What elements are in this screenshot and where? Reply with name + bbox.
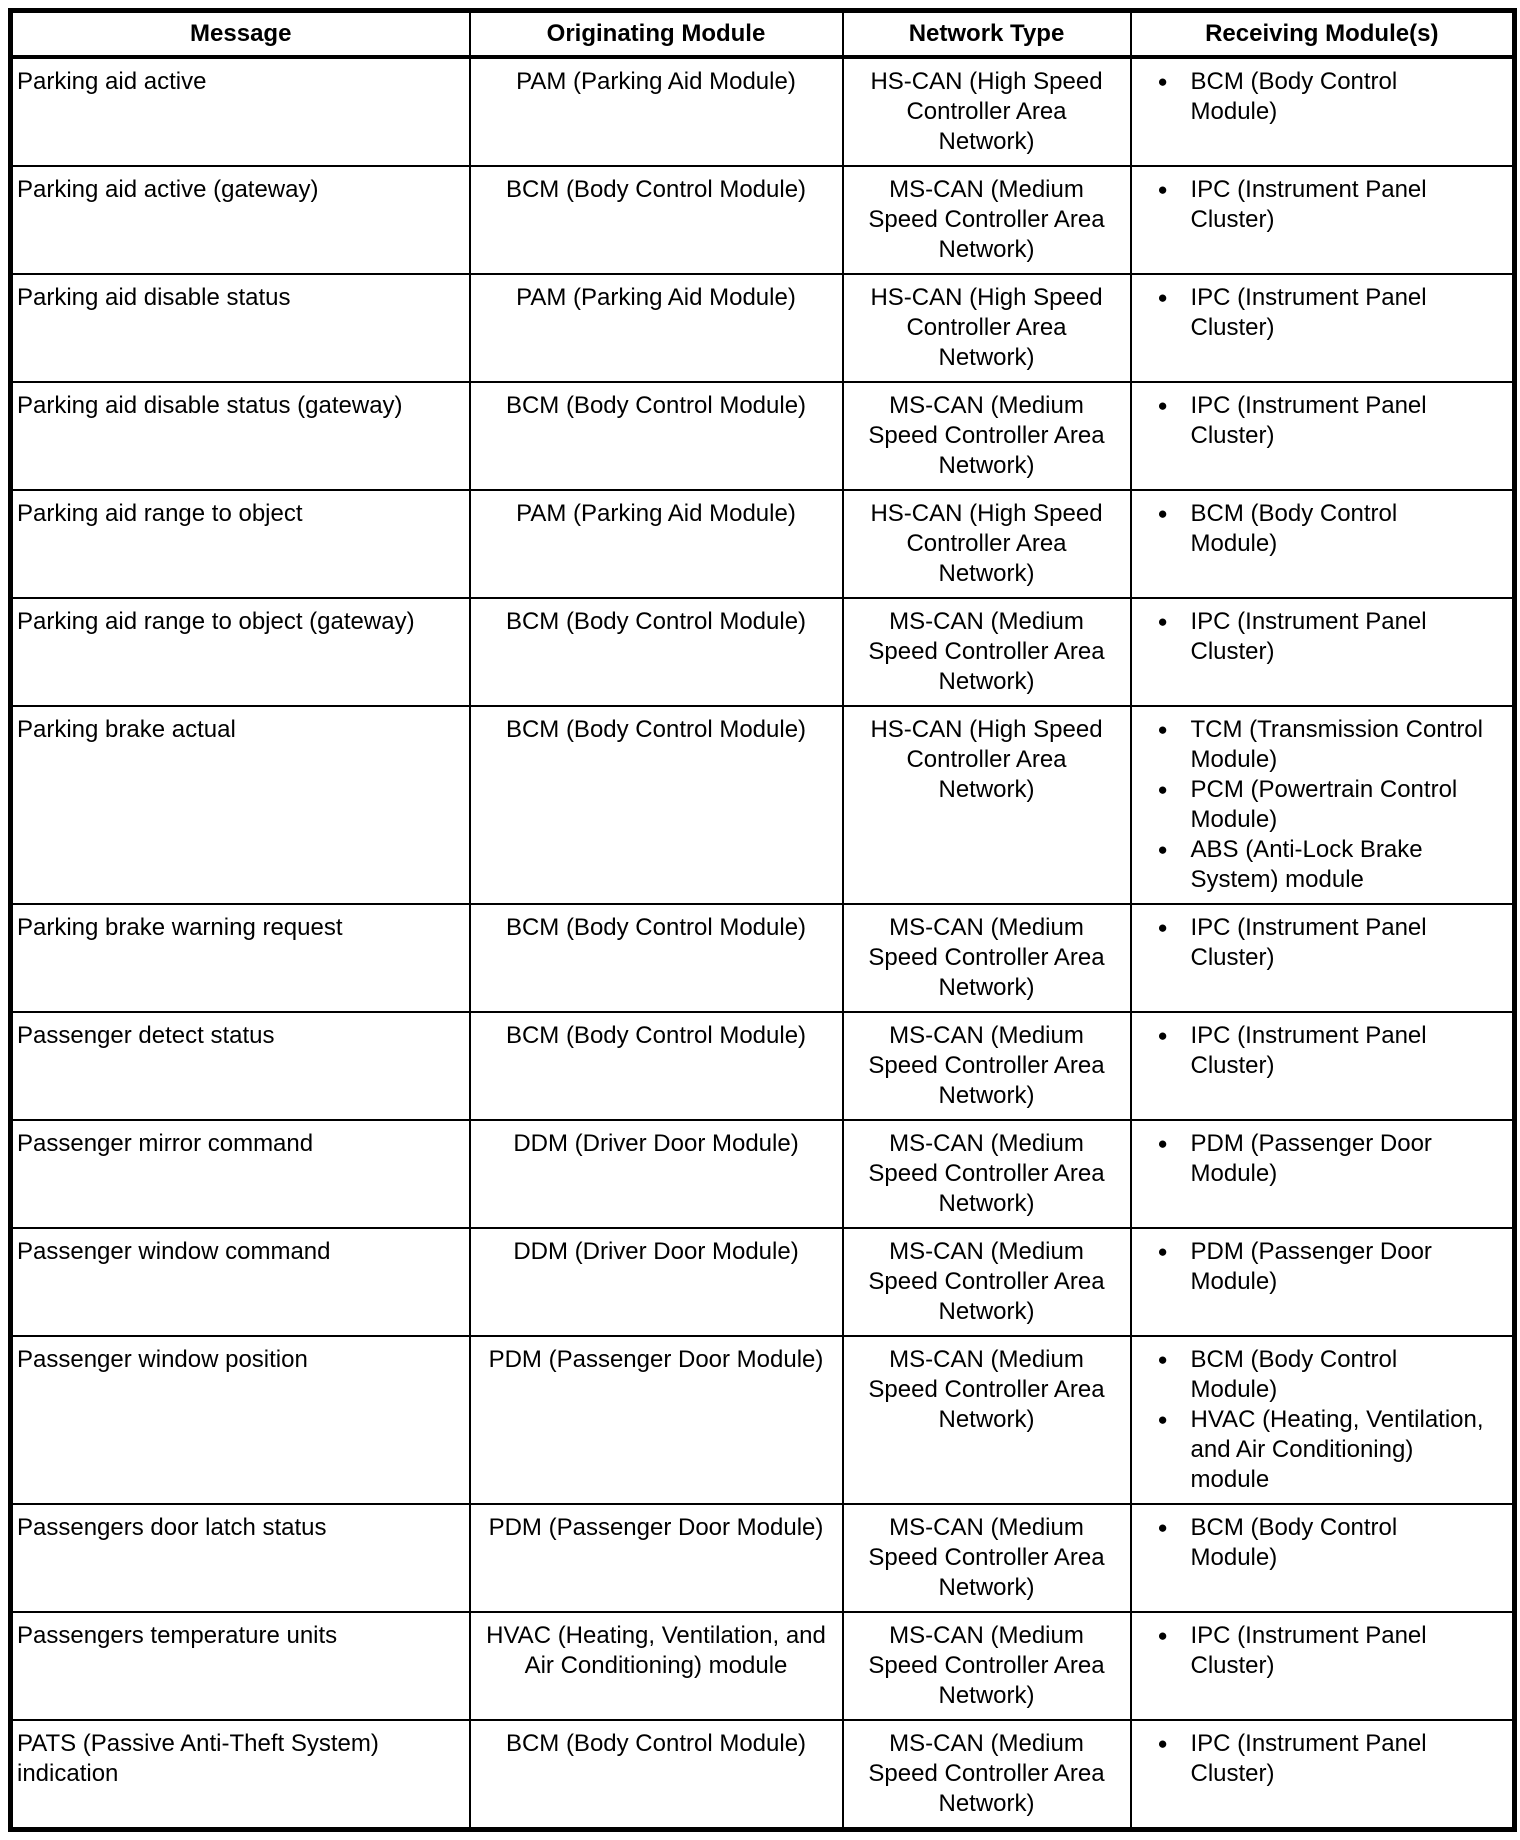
receiving-module-item: [1158, 1345, 1488, 1405]
receiving-module-item: [1158, 1021, 1488, 1081]
originating-module-cell: PAM (Parking Aid Module): [470, 57, 843, 166]
receiving-modules-cell: [1131, 490, 1515, 598]
message-cell: PATS (Passive Anti-Theft System) indication: [11, 1720, 470, 1830]
table-row: [11, 904, 1515, 1012]
receiving-module-item: [1158, 1513, 1488, 1573]
table-row: [11, 57, 1515, 166]
table-row: [11, 1720, 1515, 1830]
bullet-icon: ●: [1157, 720, 1168, 739]
network-type-cell: MS-CAN (Medium Speed Controller Area Network): [843, 904, 1131, 1012]
receiving-module-item: [1158, 499, 1488, 559]
receiving-modules-cell: [1131, 274, 1515, 382]
receiving-module-label: IPC (Instrument Panel Cluster): [1190, 608, 1427, 665]
bullet-icon: ●: [1157, 1734, 1168, 1753]
table-row: [11, 1012, 1515, 1120]
message-cell: Parking aid disable status (gateway): [11, 382, 470, 490]
receiving-modules-cell: [1131, 1120, 1515, 1228]
originating-module-cell: BCM (Body Control Module): [470, 598, 843, 706]
receiving-module-item: [1158, 283, 1488, 343]
originating-module-cell: BCM (Body Control Module): [470, 382, 843, 490]
receiving-module-item: [1158, 1237, 1488, 1297]
message-cell: Parking aid active: [11, 57, 470, 166]
network-type-cell: HS-CAN (High Speed Controller Area Network): [843, 706, 1131, 904]
bullet-icon: ●: [1157, 72, 1168, 91]
receiving-modules-cell: [1131, 166, 1515, 274]
network-type-cell: HS-CAN (High Speed Controller Area Network): [843, 490, 1131, 598]
table-row: [11, 166, 1515, 274]
originating-module-cell: HVAC (Heating, Ventilation, and Air Conditioning) module: [470, 1612, 843, 1720]
message-cell: Passenger window command: [11, 1228, 470, 1336]
bullet-icon: ●: [1157, 780, 1168, 799]
receiving-modules-cell: [1131, 1228, 1515, 1336]
network-type-cell: MS-CAN (Medium Speed Controller Area Network): [843, 166, 1131, 274]
receiving-module-item: [1158, 607, 1488, 667]
originating-module-cell: BCM (Body Control Module): [470, 904, 843, 1012]
originating-module-cell: BCM (Body Control Module): [470, 1720, 843, 1830]
network-type-cell: MS-CAN (Medium Speed Controller Area Network): [843, 1120, 1131, 1228]
receiving-modules-cell: [1131, 382, 1515, 490]
message-cell: Parking brake warning request: [11, 904, 470, 1012]
message-cell: Passengers door latch status: [11, 1504, 470, 1612]
table-row: [11, 382, 1515, 490]
bullet-icon: ●: [1157, 1350, 1168, 1369]
table-header: [11, 11, 1515, 58]
message-cell: Parking aid active (gateway): [11, 166, 470, 274]
receiving-module-label: IPC (Instrument Panel Cluster): [1190, 914, 1427, 971]
receiving-module-label: IPC (Instrument Panel Cluster): [1190, 1022, 1427, 1079]
receiving-module-label: ABS (Anti-Lock Brake System) module: [1190, 836, 1423, 893]
bullet-icon: ●: [1157, 1242, 1168, 1261]
table-row: [11, 1120, 1515, 1228]
table-row: [11, 274, 1515, 382]
originating-module-cell: DDM (Driver Door Module): [470, 1120, 843, 1228]
message-cell: Passenger mirror command: [11, 1120, 470, 1228]
receiving-module-item: [1158, 1129, 1488, 1189]
table-row: [11, 1504, 1515, 1612]
bullet-icon: ●: [1157, 612, 1168, 631]
originating-module-cell: BCM (Body Control Module): [470, 706, 843, 904]
network-type-cell: MS-CAN (Medium Speed Controller Area Network): [843, 598, 1131, 706]
receiving-module-label: PDM (Passenger Door Module): [1190, 1130, 1432, 1187]
column-header-receiving-modules: Receiving Module(s): [1131, 11, 1515, 58]
receiving-modules-cell: [1131, 706, 1515, 904]
message-cell: Passenger window position: [11, 1336, 470, 1504]
message-cell: Parking aid disable status: [11, 274, 470, 382]
receiving-module-label: HVAC (Heating, Ventilation, and Air Conditioning) module: [1190, 1406, 1484, 1493]
network-type-cell: MS-CAN (Medium Speed Controller Area Network): [843, 1504, 1131, 1612]
receiving-modules-cell: [1131, 904, 1515, 1012]
originating-module-cell: PAM (Parking Aid Module): [470, 490, 843, 598]
originating-module-cell: BCM (Body Control Module): [470, 166, 843, 274]
receiving-modules-cell: [1131, 1012, 1515, 1120]
column-header-originating-module: Originating Module: [470, 11, 843, 58]
bullet-icon: ●: [1157, 1410, 1168, 1429]
receiving-modules-cell: [1131, 57, 1515, 166]
message-cell: Passengers temperature units: [11, 1612, 470, 1720]
receiving-module-label: IPC (Instrument Panel Cluster): [1190, 284, 1427, 341]
receiving-module-label: IPC (Instrument Panel Cluster): [1190, 1622, 1427, 1679]
originating-module-cell: PDM (Passenger Door Module): [470, 1336, 843, 1504]
message-cell: Parking aid range to object: [11, 490, 470, 598]
originating-module-cell: BCM (Body Control Module): [470, 1012, 843, 1120]
bullet-icon: ●: [1157, 396, 1168, 415]
network-type-cell: MS-CAN (Medium Speed Controller Area Network): [843, 1720, 1131, 1830]
receiving-module-label: IPC (Instrument Panel Cluster): [1190, 392, 1427, 449]
receiving-modules-cell: [1131, 1336, 1515, 1504]
message-cell: Passenger detect status: [11, 1012, 470, 1120]
receiving-module-item: [1158, 1621, 1488, 1681]
network-type-cell: MS-CAN (Medium Speed Controller Area Network): [843, 1612, 1131, 1720]
message-cell: Parking aid range to object (gateway): [11, 598, 470, 706]
table-row: [11, 598, 1515, 706]
message-network-table: [8, 8, 1517, 1832]
receiving-module-label: BCM (Body Control Module): [1190, 500, 1398, 557]
network-type-cell: MS-CAN (Medium Speed Controller Area Network): [843, 1336, 1131, 1504]
bullet-icon: ●: [1157, 1626, 1168, 1645]
message-table-body: [11, 57, 1515, 1830]
column-header-message: Message: [11, 11, 470, 58]
receiving-module-label: TCM (Transmission Control Module): [1190, 716, 1483, 773]
receiving-module-label: BCM (Body Control Module): [1190, 68, 1398, 125]
message-cell: Parking brake actual: [11, 706, 470, 904]
bullet-icon: ●: [1157, 1134, 1168, 1153]
table-row: [11, 490, 1515, 598]
receiving-modules-cell: [1131, 1504, 1515, 1612]
bullet-icon: ●: [1157, 1518, 1168, 1537]
table-row: [11, 1228, 1515, 1336]
receiving-module-item: [1158, 67, 1488, 127]
network-type-cell: MS-CAN (Medium Speed Controller Area Network): [843, 1012, 1131, 1120]
receiving-module-item: [1158, 1405, 1488, 1495]
receiving-module-item: [1158, 1729, 1488, 1789]
originating-module-cell: DDM (Driver Door Module): [470, 1228, 843, 1336]
network-type-cell: HS-CAN (High Speed Controller Area Network): [843, 274, 1131, 382]
column-header-network-type: Network Type: [843, 11, 1131, 58]
network-type-cell: MS-CAN (Medium Speed Controller Area Network): [843, 382, 1131, 490]
originating-module-cell: PAM (Parking Aid Module): [470, 274, 843, 382]
receiving-module-item: [1158, 175, 1488, 235]
bullet-icon: ●: [1157, 504, 1168, 523]
table-header-row: [11, 11, 1515, 58]
receiving-module-item: [1158, 715, 1488, 775]
bullet-icon: ●: [1157, 840, 1168, 859]
bullet-icon: ●: [1157, 180, 1168, 199]
receiving-module-label: IPC (Instrument Panel Cluster): [1190, 1730, 1427, 1787]
receiving-modules-cell: [1131, 1720, 1515, 1830]
receiving-module-item: [1158, 913, 1488, 973]
receiving-modules-cell: [1131, 598, 1515, 706]
receiving-module-label: PDM (Passenger Door Module): [1190, 1238, 1432, 1295]
bullet-icon: ●: [1157, 918, 1168, 937]
receiving-module-item: [1158, 835, 1488, 895]
receiving-modules-cell: [1131, 1612, 1515, 1720]
table-row: [11, 1612, 1515, 1720]
bullet-icon: ●: [1157, 1026, 1168, 1045]
network-type-cell: HS-CAN (High Speed Controller Area Network): [843, 57, 1131, 166]
table-row: [11, 706, 1515, 904]
table-row: [11, 1336, 1515, 1504]
receiving-module-label: BCM (Body Control Module): [1190, 1346, 1398, 1403]
originating-module-cell: PDM (Passenger Door Module): [470, 1504, 843, 1612]
receiving-module-item: [1158, 775, 1488, 835]
receiving-module-label: IPC (Instrument Panel Cluster): [1190, 176, 1427, 233]
receiving-module-label: PCM (Powertrain Control Module): [1190, 776, 1458, 833]
bullet-icon: ●: [1157, 288, 1168, 307]
receiving-module-item: [1158, 391, 1488, 451]
receiving-module-label: BCM (Body Control Module): [1190, 1514, 1398, 1571]
network-type-cell: MS-CAN (Medium Speed Controller Area Network): [843, 1228, 1131, 1336]
